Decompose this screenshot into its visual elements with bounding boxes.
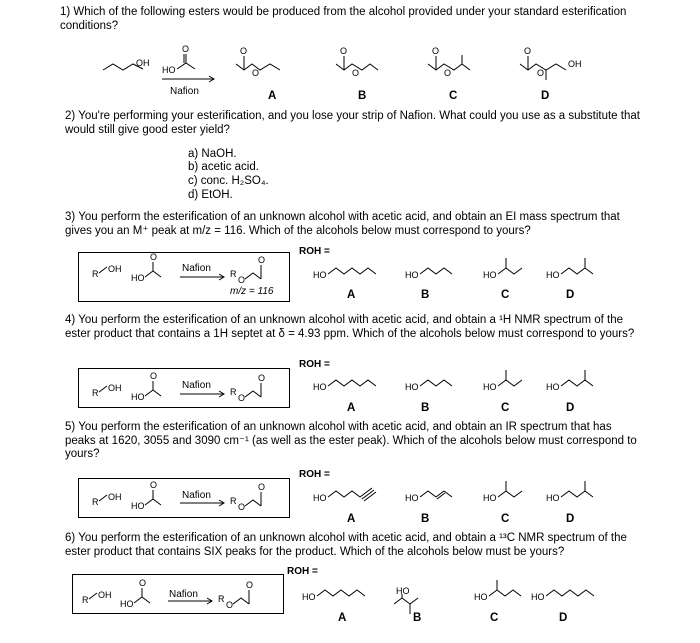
- svg-text:O: O: [444, 68, 452, 78]
- q5-label-b: B: [421, 513, 430, 525]
- q3-label-d: D: [566, 289, 575, 301]
- svg-text:O: O: [226, 600, 234, 610]
- svg-text:HO: HO: [546, 382, 560, 392]
- svg-text:HO: HO: [131, 273, 145, 283]
- q6-label-a: A: [338, 612, 347, 624]
- q3-reaction-structures: [92, 252, 265, 285]
- q5-label-c: C: [501, 513, 510, 525]
- svg-text:O: O: [182, 44, 190, 54]
- q6-label-c: C: [490, 612, 499, 624]
- svg-text:R: R: [218, 594, 225, 604]
- svg-text:R: R: [92, 388, 99, 398]
- q4-label-c: C: [501, 402, 510, 414]
- q6-roh: ROH =: [287, 566, 318, 577]
- svg-text:OH: OH: [98, 590, 112, 600]
- svg-text:HO: HO: [483, 493, 497, 503]
- question-2-option-b: b) acetic acid.: [188, 161, 259, 173]
- svg-text:O: O: [139, 578, 147, 588]
- q1-alcohol-oh: OH: [136, 58, 150, 68]
- svg-text:O: O: [246, 580, 254, 590]
- question-1-text: 1) Which of the following esters would be produced from the alcohol provided under your standard esterification conditions?: [60, 6, 627, 32]
- svg-text:R: R: [92, 497, 99, 507]
- question-4-text: 4) You perform the esterification of an unknown alcohol with acetic acid, and obtain a ¹H NMR spectrum of the ester product that contains a 1H septet at δ = 4.93 ppm. Which of the alcohols below must correspond to yours?: [65, 314, 635, 340]
- svg-text:O: O: [258, 482, 266, 492]
- q3-alcohol-options: [313, 258, 593, 280]
- question-5-text: 5) You perform the esterification of an unknown alcohol with acetic acid, and obtain an IR spectrum that has peaks at 1620, 3055 and 3090 cm⁻¹ (as well as the ester peak). Which of the alcohols below must correspond to yours?: [65, 421, 637, 460]
- svg-text:HO: HO: [162, 65, 176, 75]
- svg-text:HO: HO: [313, 493, 327, 503]
- question-3-text: 3) You perform the esterification of an unknown alcohol with acetic acid, and obtain an EI mass spectrum that gives you an M⁺ peak at m/z = 116. Which of the alcohols below must correspond to yours?: [65, 211, 620, 237]
- question-2-text: 2) You're performing your esterification, and you lose your strip of Nafion. What could you use as a substitute that would still give good ester yield?: [65, 110, 640, 136]
- q1-label-a: A: [268, 90, 277, 102]
- q4-reaction-structures: [92, 371, 265, 403]
- svg-text:O: O: [252, 68, 260, 78]
- q3-roh: ROH =: [299, 246, 330, 257]
- svg-text:HO: HO: [302, 592, 316, 602]
- svg-text:OH: OH: [108, 383, 122, 393]
- svg-text:HO: HO: [546, 493, 560, 503]
- q5-label-d: D: [566, 513, 575, 525]
- q1-label-b: B: [358, 90, 367, 102]
- svg-text:HO: HO: [131, 501, 145, 511]
- svg-text:HO: HO: [131, 392, 145, 402]
- q6-alcohol-options: [302, 580, 594, 614]
- q1-ester-d-structure: [520, 46, 582, 80]
- svg-text:O: O: [150, 480, 158, 490]
- q5-roh: ROH =: [299, 469, 330, 480]
- svg-text:O: O: [258, 373, 266, 383]
- svg-text:HO: HO: [313, 270, 327, 280]
- q1-label-d: D: [541, 90, 550, 102]
- q6-label-d: D: [559, 612, 568, 624]
- q1-reagent: Nafion: [170, 86, 199, 97]
- q4-reagent: Nafion: [182, 380, 211, 391]
- svg-text:O: O: [537, 68, 545, 78]
- q1-ester-b-structure: [336, 46, 378, 78]
- question-2-option-d: d) EtOH.: [188, 189, 233, 201]
- q1-ester-a-structure: [236, 46, 280, 78]
- svg-text:O: O: [238, 275, 246, 285]
- svg-text:O: O: [238, 393, 246, 403]
- svg-text:HO: HO: [483, 270, 497, 280]
- question-6-text: 6) You perform the esterification of an unknown alcohol with acetic acid, and obtain a ¹³C NMR spectrum of the ester product that contains SIX peaks for the product. Which of the alcohols below must be yours?: [65, 532, 627, 558]
- svg-text:OH: OH: [108, 492, 122, 502]
- svg-text:O: O: [150, 252, 158, 262]
- svg-text:HO: HO: [120, 599, 134, 609]
- svg-text:O: O: [258, 255, 266, 265]
- svg-text:HO: HO: [405, 493, 419, 503]
- svg-text:O: O: [432, 46, 440, 56]
- svg-text:HO: HO: [546, 270, 560, 280]
- svg-text:O: O: [240, 46, 248, 56]
- svg-text:HO: HO: [313, 382, 327, 392]
- q5-alcohol-options: [313, 481, 593, 503]
- svg-text:R: R: [230, 496, 237, 506]
- svg-text:HO: HO: [405, 270, 419, 280]
- q4-label-b: B: [421, 402, 430, 414]
- svg-text:HO: HO: [474, 592, 488, 602]
- svg-text:O: O: [340, 46, 348, 56]
- svg-text:R: R: [230, 269, 237, 279]
- svg-text:R: R: [92, 269, 99, 279]
- q3-label-a: A: [347, 289, 356, 301]
- q5-reaction-structures: [92, 480, 265, 512]
- q5-reagent: Nafion: [182, 490, 211, 501]
- svg-text:O: O: [524, 46, 532, 56]
- q3-mz: m/z = 116: [230, 286, 274, 297]
- q4-roh: ROH =: [299, 359, 330, 370]
- q6-reagent: Nafion: [169, 589, 198, 600]
- svg-text:R: R: [230, 387, 237, 397]
- q1-label-c: C: [449, 90, 458, 102]
- q4-label-d: D: [566, 402, 575, 414]
- q1-acetic-acid-structure: [162, 44, 214, 82]
- q1-ester-c-structure: [428, 46, 470, 78]
- svg-text:R: R: [82, 595, 89, 605]
- svg-text:HO: HO: [405, 382, 419, 392]
- svg-text:HO: HO: [396, 586, 410, 596]
- q6-label-b: B: [413, 612, 422, 624]
- q3-label-b: B: [421, 289, 430, 301]
- question-2-option-a: a) NaOH.: [188, 148, 237, 160]
- q5-label-a: A: [347, 513, 356, 525]
- svg-text:O: O: [150, 371, 158, 381]
- svg-text:HO: HO: [483, 382, 497, 392]
- q6-reaction-structures: [82, 578, 253, 610]
- svg-text:O: O: [238, 502, 246, 512]
- q4-alcohol-options: [313, 370, 593, 392]
- svg-text:OH: OH: [108, 264, 122, 274]
- svg-text:OH: OH: [568, 59, 582, 69]
- svg-text:O: O: [352, 68, 360, 78]
- question-2-option-c: c) conc. H₂SO₄.: [188, 175, 269, 187]
- q4-label-a: A: [347, 402, 356, 414]
- svg-text:HO: HO: [531, 592, 545, 602]
- q3-reagent: Nafion: [182, 263, 211, 274]
- q1-alcohol-structure: [103, 58, 150, 70]
- q3-label-c: C: [501, 289, 510, 301]
